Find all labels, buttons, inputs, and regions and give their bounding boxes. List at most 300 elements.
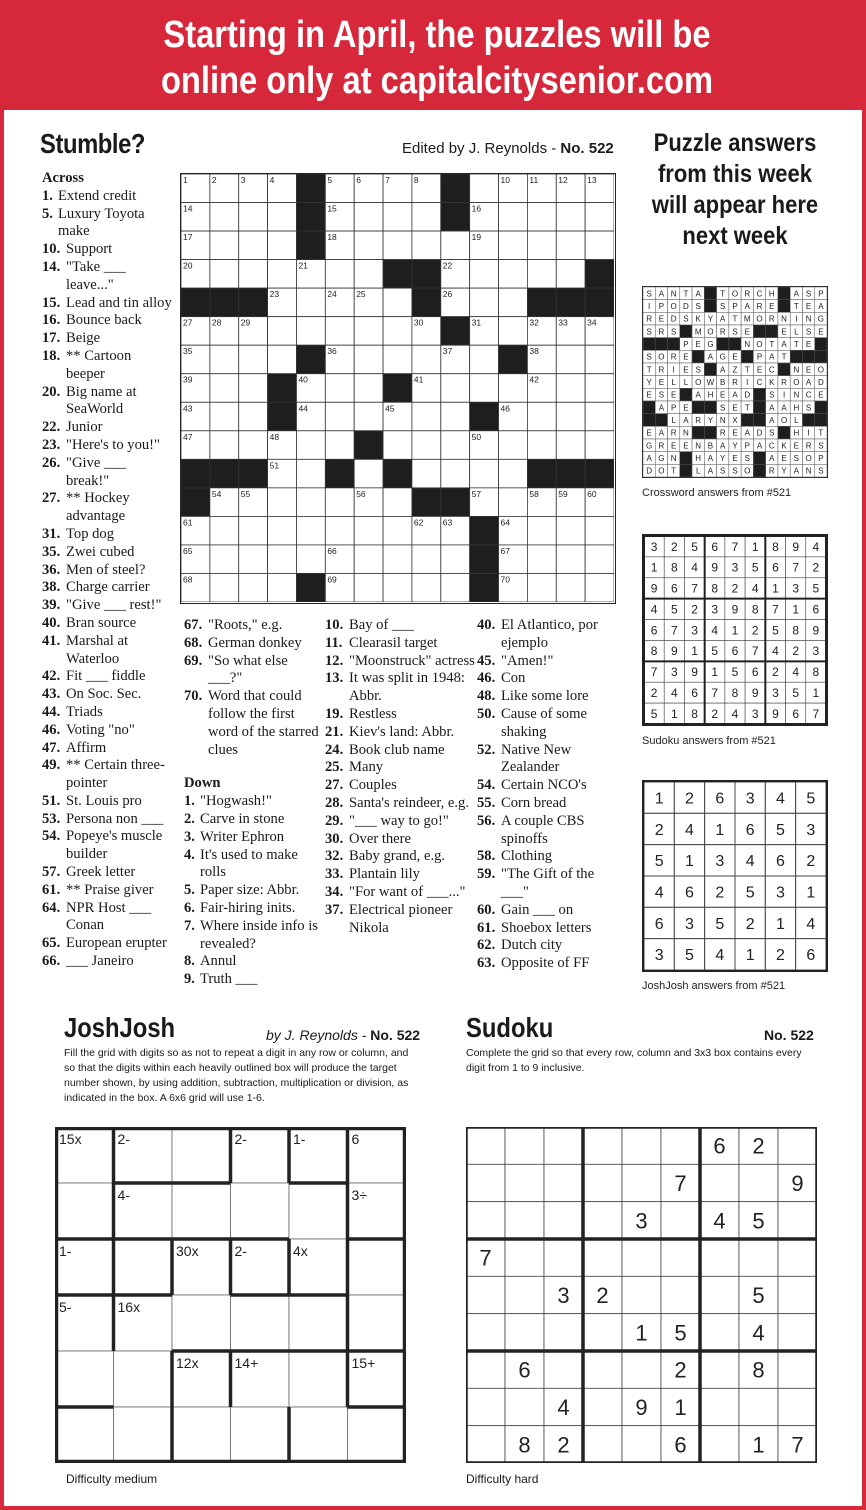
crossword-cell[interactable] [268, 260, 297, 289]
crossword-cell[interactable] [354, 374, 383, 403]
answer-letter: N [719, 416, 726, 425]
sudoku-cell[interactable] [583, 1202, 622, 1239]
clue-item [42, 295, 172, 313]
crossword-cell[interactable] [585, 345, 614, 374]
sudoku-cell[interactable] [583, 1164, 622, 1201]
crossword-cell[interactable] [556, 374, 585, 403]
sudoku-cell[interactable] [466, 1164, 505, 1201]
crossword-cell[interactable] [325, 488, 354, 517]
joshjosh-cell[interactable] [231, 1407, 290, 1463]
sudoku-cell[interactable] [583, 1239, 622, 1276]
clue-number: 18. [42, 347, 61, 364]
sudoku-cell[interactable] [505, 1388, 544, 1425]
sudoku-cell[interactable] [739, 1239, 778, 1276]
sudoku-answer-digit: 8 [731, 685, 739, 700]
crossword-cell[interactable] [412, 231, 441, 260]
clue-number: 63. [477, 955, 496, 972]
crossword-cell[interactable] [556, 545, 585, 574]
joshjosh-answer-digit: 4 [806, 915, 816, 933]
crossword-cell[interactable] [296, 488, 325, 517]
answer-letter: E [781, 454, 787, 463]
answer-letter: Y [646, 378, 652, 387]
answer-letter: O [780, 416, 788, 425]
answer-block [753, 414, 765, 427]
crossword-cell-number: 20 [183, 260, 193, 271]
crossword-grid[interactable] [180, 173, 616, 604]
crossword-cell[interactable] [383, 203, 412, 232]
crossword-cell[interactable] [354, 317, 383, 346]
sudoku-cell[interactable] [466, 1426, 505, 1463]
joshjosh-cell[interactable] [289, 1295, 348, 1351]
crossword-cell[interactable] [527, 573, 556, 602]
crossword-cell-number: 22 [442, 260, 453, 271]
joshjosh-cell[interactable] [172, 1295, 231, 1351]
crossword-cell[interactable] [268, 545, 297, 574]
sudoku-answer-digit: 5 [792, 685, 800, 700]
crossword-cell[interactable] [383, 345, 412, 374]
crossword-cell[interactable] [441, 573, 470, 602]
clue-item [42, 864, 172, 882]
crossword-cell[interactable] [412, 431, 441, 460]
answer-letter: A [707, 466, 714, 476]
sudoku-given-digit: 7 [479, 1245, 492, 1271]
crossword-cell[interactable] [499, 488, 528, 517]
clue-number: 5. [184, 882, 195, 899]
answer-letter: P [683, 340, 689, 349]
crossword-cell[interactable] [210, 203, 239, 232]
sudoku-cell[interactable] [700, 1276, 739, 1313]
crossword-cell[interactable] [210, 402, 239, 431]
crossword-cell[interactable] [325, 516, 354, 545]
sudoku-cell[interactable] [466, 1127, 505, 1164]
crossword-cell[interactable] [556, 402, 585, 431]
crossword-cell[interactable] [499, 231, 528, 260]
crossword-cell[interactable] [354, 516, 383, 545]
crossword-cell[interactable] [383, 488, 412, 517]
crossword-cell[interactable] [268, 345, 297, 374]
sudoku-answer-digit: 6 [691, 685, 698, 700]
crossword-cell[interactable] [470, 288, 499, 317]
sudoku-answer-digit: 7 [812, 706, 820, 721]
clue-number: 10. [42, 241, 61, 258]
crossword-cell[interactable] [412, 573, 441, 602]
crossword-cell[interactable] [470, 374, 499, 403]
answer-block [643, 338, 655, 351]
clue-item [325, 866, 475, 884]
crossword-cell-number: 15 [327, 203, 337, 214]
crossword-cell[interactable] [239, 545, 268, 574]
crossword-cell[interactable] [527, 260, 556, 289]
crossword-cell[interactable] [239, 516, 268, 545]
crossword-cell[interactable] [268, 317, 297, 346]
joshjosh-cell[interactable] [114, 1239, 173, 1295]
sudoku-cell[interactable] [622, 1164, 661, 1201]
crossword-cell[interactable] [412, 203, 441, 232]
crossword-cell[interactable] [585, 516, 614, 545]
crossword-cell[interactable] [527, 402, 556, 431]
answer-letter: A [707, 454, 714, 463]
clue-text: "The Gift of the ___" [501, 866, 595, 900]
sudoku-cell[interactable] [661, 1276, 700, 1313]
crossword-cell-number: 40 [298, 374, 308, 385]
crossword-cell[interactable] [499, 374, 528, 403]
sudoku-cell[interactable] [778, 1388, 817, 1425]
answer-block [815, 414, 827, 427]
clue-number: 53. [42, 810, 61, 827]
crossword-cell[interactable] [268, 231, 297, 260]
clue-item [42, 544, 172, 562]
crossword-cell[interactable] [239, 573, 268, 602]
crossword-cell[interactable] [527, 203, 556, 232]
clue-text: Word that could follow the first word of the starred clues [208, 688, 319, 758]
crossword-cell[interactable] [441, 459, 470, 488]
clue-item [184, 900, 324, 918]
crossword-cell[interactable] [210, 516, 239, 545]
crossword-cell[interactable] [268, 573, 297, 602]
crossword-cell[interactable] [210, 260, 239, 289]
sudoku-cell[interactable] [544, 1127, 583, 1164]
crossword-cell[interactable] [499, 260, 528, 289]
crossword-cell[interactable] [499, 288, 528, 317]
crossword-cell[interactable] [527, 516, 556, 545]
clue-number: 26. [42, 454, 61, 471]
clue-text: ** Hockey advantage [66, 490, 130, 525]
sudoku-cell[interactable] [778, 1127, 817, 1164]
crossword-cell[interactable] [239, 402, 268, 431]
joshjosh-cell[interactable] [289, 1183, 348, 1239]
crossword-cell[interactable] [383, 516, 412, 545]
crossword-cell-number: 28 [211, 317, 222, 328]
joshjosh-cell[interactable] [348, 1407, 407, 1463]
crossword-cell[interactable] [499, 203, 528, 232]
crossword-cell[interactable] [354, 545, 383, 574]
crossword-cell[interactable] [354, 573, 383, 602]
crossword-cell[interactable] [325, 402, 354, 431]
crossword-cell[interactable] [325, 374, 354, 403]
crossword-cell[interactable] [383, 545, 412, 574]
crossword-cell[interactable] [354, 203, 383, 232]
sudoku-answer-digit: 2 [691, 602, 698, 617]
sudoku-cell[interactable] [661, 1202, 700, 1239]
crossword-cell[interactable] [239, 374, 268, 403]
crossword-cell[interactable] [556, 431, 585, 460]
crossword-cell[interactable] [239, 231, 268, 260]
sudoku-cell[interactable] [466, 1276, 505, 1313]
crossword-cell[interactable] [556, 203, 585, 232]
sudoku-answer-digit: 5 [772, 623, 779, 638]
crossword-cell[interactable] [585, 545, 614, 574]
crossword-cell[interactable] [412, 402, 441, 431]
sudoku-cell[interactable] [505, 1164, 544, 1201]
sudoku-cell[interactable] [583, 1127, 622, 1164]
crossword-cell[interactable] [210, 545, 239, 574]
crossword-cell[interactable] [325, 431, 354, 460]
clue-item [42, 615, 172, 633]
answer-letter: C [756, 289, 763, 299]
crossword-cell[interactable] [441, 231, 470, 260]
sudoku-cell[interactable] [622, 1351, 661, 1388]
joshjosh-cell[interactable] [114, 1351, 173, 1407]
joshjosh-cell[interactable] [231, 1295, 290, 1351]
crossword-cell[interactable] [210, 345, 239, 374]
sudoku-cell[interactable] [583, 1314, 622, 1351]
clue-item [477, 795, 617, 813]
sudoku-cell[interactable] [505, 1314, 544, 1351]
sudoku-cell[interactable] [622, 1276, 661, 1313]
crossword-cell[interactable] [441, 374, 470, 403]
joshjosh-grid[interactable] [55, 1127, 406, 1463]
crossword-cell[interactable] [354, 260, 383, 289]
joshjosh-cell[interactable] [172, 1407, 231, 1463]
crossword-cell[interactable] [268, 516, 297, 545]
clue-text: Clearasil target [349, 634, 438, 651]
clue-number: 60. [477, 901, 496, 918]
crossword-cell-number: 37 [442, 346, 453, 357]
crossword-cell[interactable] [383, 317, 412, 346]
crossword-cell[interactable] [499, 459, 528, 488]
sudoku-cell[interactable] [505, 1239, 544, 1276]
sudoku-cell[interactable] [700, 1239, 739, 1276]
crossword-cell[interactable] [556, 260, 585, 289]
crossword-cell[interactable] [354, 345, 383, 374]
answer-letter: R [658, 327, 665, 337]
crossword-cell[interactable] [210, 431, 239, 460]
crossword-cell[interactable] [585, 431, 614, 460]
clue-item [477, 955, 617, 973]
sudoku-cell[interactable] [700, 1388, 739, 1425]
joshjosh-cell[interactable] [55, 1351, 114, 1407]
answer-block [753, 325, 765, 338]
answer-letter: A [720, 365, 726, 375]
answer-letter: A [683, 416, 689, 425]
crossword-cell[interactable] [527, 231, 556, 260]
crossword-cell[interactable] [412, 459, 441, 488]
crossword-cell[interactable] [441, 402, 470, 431]
joshjosh-cell[interactable] [55, 1407, 114, 1463]
sudoku-cell[interactable] [622, 1239, 661, 1276]
sudoku-cell[interactable] [505, 1202, 544, 1239]
crossword-block [556, 288, 585, 317]
sudoku-cell[interactable] [544, 1314, 583, 1351]
crossword-cell[interactable] [585, 231, 614, 260]
crossword-cell[interactable] [383, 431, 412, 460]
clue-item [184, 847, 324, 883]
clue-text: "Give ___ rest!" [66, 597, 162, 614]
sudoku-cell[interactable] [466, 1388, 505, 1425]
joshjosh-answer-digit: 5 [654, 853, 664, 871]
sudoku-cell[interactable] [778, 1276, 817, 1313]
crossword-cell[interactable] [527, 431, 556, 460]
crossword-cell[interactable] [296, 288, 325, 317]
sudoku-cell[interactable] [778, 1314, 817, 1351]
crossword-cell[interactable] [210, 231, 239, 260]
joshjosh-cell[interactable] [231, 1183, 290, 1239]
clue-text: Couples [349, 777, 397, 794]
answer-letter: E [818, 327, 824, 337]
joshjosh-cage-target: 2- [117, 1131, 130, 1147]
crossword-cell[interactable] [412, 345, 441, 374]
crossword-cell-number: 42 [529, 374, 539, 385]
joshjosh-cell[interactable] [348, 1295, 407, 1351]
crossword-cell[interactable] [354, 402, 383, 431]
clue-item [42, 793, 172, 811]
crossword-cell[interactable] [239, 431, 268, 460]
joshjosh-cell[interactable] [55, 1183, 114, 1239]
crossword-block [296, 345, 325, 374]
crossword-cell[interactable] [296, 545, 325, 574]
crossword-cell[interactable] [268, 488, 297, 517]
crossword-cell[interactable] [239, 260, 268, 289]
joshjosh-cell[interactable] [348, 1239, 407, 1295]
sudoku-cell[interactable] [544, 1351, 583, 1388]
sudoku-cell[interactable] [778, 1202, 817, 1239]
sudoku-cell[interactable] [583, 1426, 622, 1463]
crossword-answers-caption: Crossword answers from #521 [642, 487, 792, 499]
crossword-cell[interactable] [585, 374, 614, 403]
answer-block [790, 350, 802, 363]
sudoku-cell[interactable] [466, 1202, 505, 1239]
crossword-cell[interactable] [412, 545, 441, 574]
clue-text: Cause of some shaking [501, 705, 587, 740]
joshjosh-cell[interactable] [114, 1407, 173, 1463]
crossword-cell-number: 44 [298, 403, 308, 414]
answer-letter: N [670, 454, 677, 463]
clue-text: Baby grand, e.g. [349, 848, 446, 865]
sudoku-cell[interactable] [739, 1388, 778, 1425]
sudoku-cell[interactable] [778, 1239, 817, 1276]
crossword-cell[interactable] [470, 459, 499, 488]
down-clue-list [184, 793, 324, 989]
answer-letter: M [694, 327, 702, 337]
sudoku-cell[interactable] [466, 1351, 505, 1388]
sudoku-cell[interactable] [466, 1314, 505, 1351]
crossword-cell[interactable] [470, 174, 499, 203]
clue-number: 29. [325, 812, 344, 829]
joshjosh-answer-digit: 2 [745, 915, 755, 933]
sudoku-cell[interactable] [661, 1127, 700, 1164]
crossword-cell[interactable] [470, 345, 499, 374]
crossword-cell[interactable] [527, 545, 556, 574]
crossword-cell[interactable] [383, 231, 412, 260]
sudoku-cell[interactable] [700, 1314, 739, 1351]
sudoku-cell[interactable] [700, 1164, 739, 1201]
crossword-cell[interactable] [354, 231, 383, 260]
sudoku-cell[interactable] [583, 1351, 622, 1388]
answer-letter: A [805, 378, 812, 387]
joshjosh-answer-digit: 3 [715, 853, 725, 871]
crossword-cell[interactable] [296, 431, 325, 460]
crossword-cell[interactable] [325, 317, 354, 346]
clue-number: 41. [42, 632, 61, 649]
crossword-cell[interactable] [441, 545, 470, 574]
crossword-block [239, 288, 268, 317]
crossword-cell[interactable] [268, 203, 297, 232]
sudoku-grid[interactable] [466, 1127, 817, 1463]
clue-text: Electrical pioneer Nikola [349, 901, 453, 936]
joshjosh-answer-digit: 5 [685, 947, 694, 965]
sudoku-cell[interactable] [544, 1164, 583, 1201]
crossword-cell[interactable] [239, 203, 268, 232]
crossword-cell[interactable] [499, 431, 528, 460]
crossword-cell[interactable] [556, 345, 585, 374]
answer-letter: O [756, 314, 763, 324]
joshjosh-cell[interactable] [172, 1183, 231, 1239]
clue-number: 1. [184, 793, 195, 810]
sudoku-given-digit: 8 [518, 1432, 531, 1458]
across-clue-list-continued [184, 617, 324, 759]
crossword-cell[interactable] [325, 260, 354, 289]
sudoku-given-digit: 6 [713, 1133, 726, 1159]
clue-text: Over there [349, 830, 411, 847]
answer-letter: R [695, 416, 702, 425]
clue-text: Bounce back [66, 312, 142, 329]
sudoku-cell[interactable] [622, 1127, 661, 1164]
sudoku-cell[interactable] [739, 1164, 778, 1201]
crossword-cell[interactable] [585, 573, 614, 602]
sudoku-cell[interactable] [700, 1426, 739, 1463]
crossword-cell[interactable] [296, 516, 325, 545]
crossword-cell[interactable] [499, 317, 528, 346]
crossword-cell[interactable] [556, 231, 585, 260]
sudoku-cell[interactable] [544, 1202, 583, 1239]
crossword-cell[interactable] [556, 573, 585, 602]
answer-letter: G [719, 352, 726, 362]
sudoku-cell[interactable] [778, 1351, 817, 1388]
crossword-cell[interactable] [556, 516, 585, 545]
clue-number: 31. [42, 525, 61, 542]
crossword-cell-number: 39 [183, 374, 193, 385]
sudoku-cell[interactable] [700, 1351, 739, 1388]
sudoku-cell[interactable] [544, 1239, 583, 1276]
sudoku-given-digit: 2 [674, 1357, 687, 1383]
answer-letter: A [695, 390, 701, 400]
clue-number: 17. [42, 330, 61, 347]
answer-letter: S [695, 302, 701, 311]
joshjosh-answer-digit: 6 [685, 884, 694, 902]
crossword-cell[interactable] [210, 374, 239, 403]
sudoku-cell[interactable] [583, 1388, 622, 1425]
clue-text: Shoebox letters [501, 919, 592, 936]
crossword-cell[interactable] [239, 345, 268, 374]
joshjosh-cage-target: 14+ [234, 1355, 259, 1371]
crossword-cell[interactable] [585, 203, 614, 232]
sudoku-answers-grid [642, 534, 828, 726]
crossword-cell[interactable] [383, 573, 412, 602]
crossword-cell[interactable] [354, 459, 383, 488]
sudoku-answer-digit: 2 [670, 539, 678, 554]
crossword-cell[interactable] [383, 288, 412, 317]
sudoku-cell[interactable] [622, 1426, 661, 1463]
sudoku-cell[interactable] [661, 1239, 700, 1276]
answer-block [692, 426, 704, 439]
crossword-cell-number: 34 [587, 317, 597, 328]
crossword-cell[interactable] [296, 317, 325, 346]
crossword-cell-number: 12 [558, 175, 568, 185]
crossword-cell[interactable] [441, 431, 470, 460]
sudoku-cell[interactable] [505, 1276, 544, 1313]
answers-heading-line: Puzzle answers [653, 129, 817, 157]
sudoku-cell[interactable] [505, 1127, 544, 1164]
joshjosh-cell[interactable] [289, 1351, 348, 1407]
joshjosh-cell[interactable] [289, 1407, 348, 1463]
answer-letter: L [683, 378, 689, 387]
joshjosh-cell[interactable] [172, 1127, 231, 1183]
crossword-cell[interactable] [470, 260, 499, 289]
crossword-cell[interactable] [210, 573, 239, 602]
crossword-cell[interactable] [585, 402, 614, 431]
crossword-cell[interactable] [296, 459, 325, 488]
crossword-cell-number: 47 [183, 431, 193, 442]
